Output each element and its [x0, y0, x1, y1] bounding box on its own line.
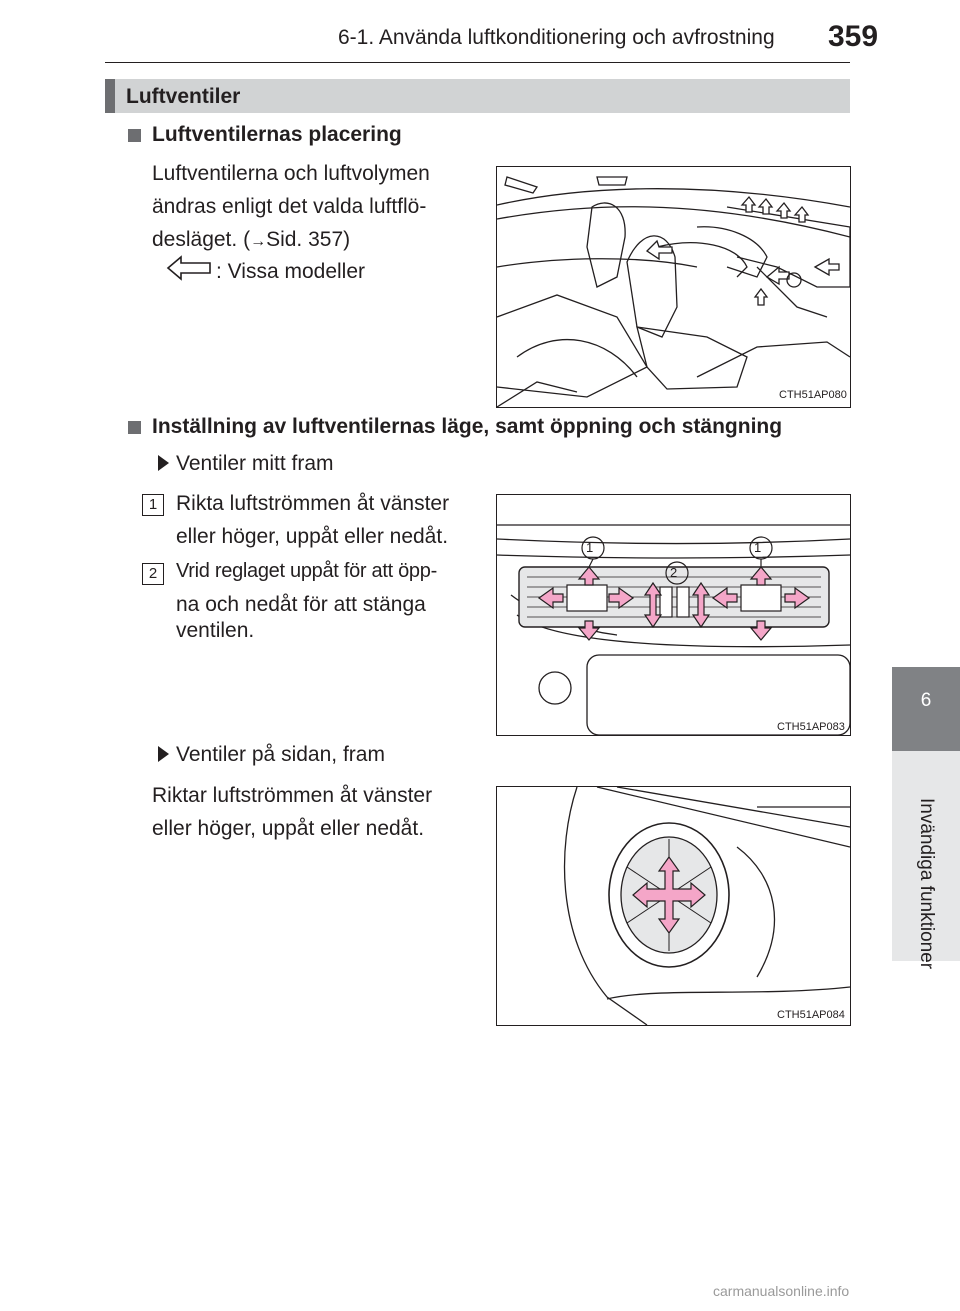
center-vent-illustration [497, 495, 850, 735]
figure-code: CTH51AP080 [779, 389, 847, 401]
block1-heading: Luftventilernas placering [152, 123, 402, 146]
page-number: 359 [828, 20, 879, 53]
figure-center-vents [496, 494, 851, 736]
figure-side-vent [496, 786, 851, 1026]
page-reference: Sid. 357) [266, 228, 351, 251]
section-title: Luftventiler [126, 85, 241, 108]
sub1-label: Ventiler mitt fram [176, 452, 334, 475]
header-divider [105, 62, 850, 63]
block2-heading: Inställning av luftventilernas läge, samt öppning och stängning [152, 415, 783, 438]
section-bar-accent [105, 79, 115, 113]
block1-line3-text: desläget. ( [152, 228, 251, 251]
chapter-header: 6-1. Använda luftkonditionering och avfrostning [338, 26, 775, 49]
watermark: carmanualsonline.info [713, 1283, 850, 1299]
triangle-bullet-icon [158, 746, 169, 762]
callout-1-right: 1 [754, 540, 762, 555]
sub1-item1-line1: Rikta luftströmmen åt vänster [176, 492, 450, 515]
heading-bullet-icon [128, 129, 141, 142]
block1-line1: Luftventilerna och luftvolymen [152, 162, 430, 185]
callout-1-left: 1 [586, 540, 594, 555]
legend-text: : Vissa modeller [216, 260, 366, 283]
sub1-item1-line2: eller höger, uppåt eller nedåt. [176, 525, 449, 548]
step-number-1: 1 [142, 494, 164, 516]
vent-arrow-legend-icon [166, 255, 212, 281]
figure-code: CTH51AP083 [777, 721, 845, 733]
cabin-illustration [497, 167, 850, 407]
block1-line2: ändras enligt det valda luftflö- [152, 195, 427, 218]
chapter-tab-label: Invändiga funktioner [916, 798, 937, 970]
sub2-line1: Riktar luftströmmen åt vänster [152, 784, 433, 807]
reference-arrow-icon: → [250, 233, 267, 250]
heading-bullet-icon [128, 421, 141, 434]
figure-code: CTH51AP084 [777, 1009, 845, 1021]
sub1-item2-line2: na och nedåt för att stänga [176, 593, 426, 616]
side-vent-illustration [497, 787, 850, 1025]
callout-2: 2 [670, 565, 678, 580]
figure-vent-locations [496, 166, 851, 408]
sub1-item2-line1: Vrid reglaget uppåt för att öpp- [176, 560, 437, 582]
step-number-2: 2 [142, 563, 164, 585]
sub2-line2: eller höger, uppåt eller nedåt. [152, 817, 425, 840]
triangle-bullet-icon [158, 455, 169, 471]
sub2-label: Ventiler på sidan, fram [176, 743, 385, 766]
sub1-item2-line3: ventilen. [176, 619, 255, 642]
block1-line3 [152, 223, 482, 258]
chapter-tab-number: 6 [920, 690, 932, 711]
